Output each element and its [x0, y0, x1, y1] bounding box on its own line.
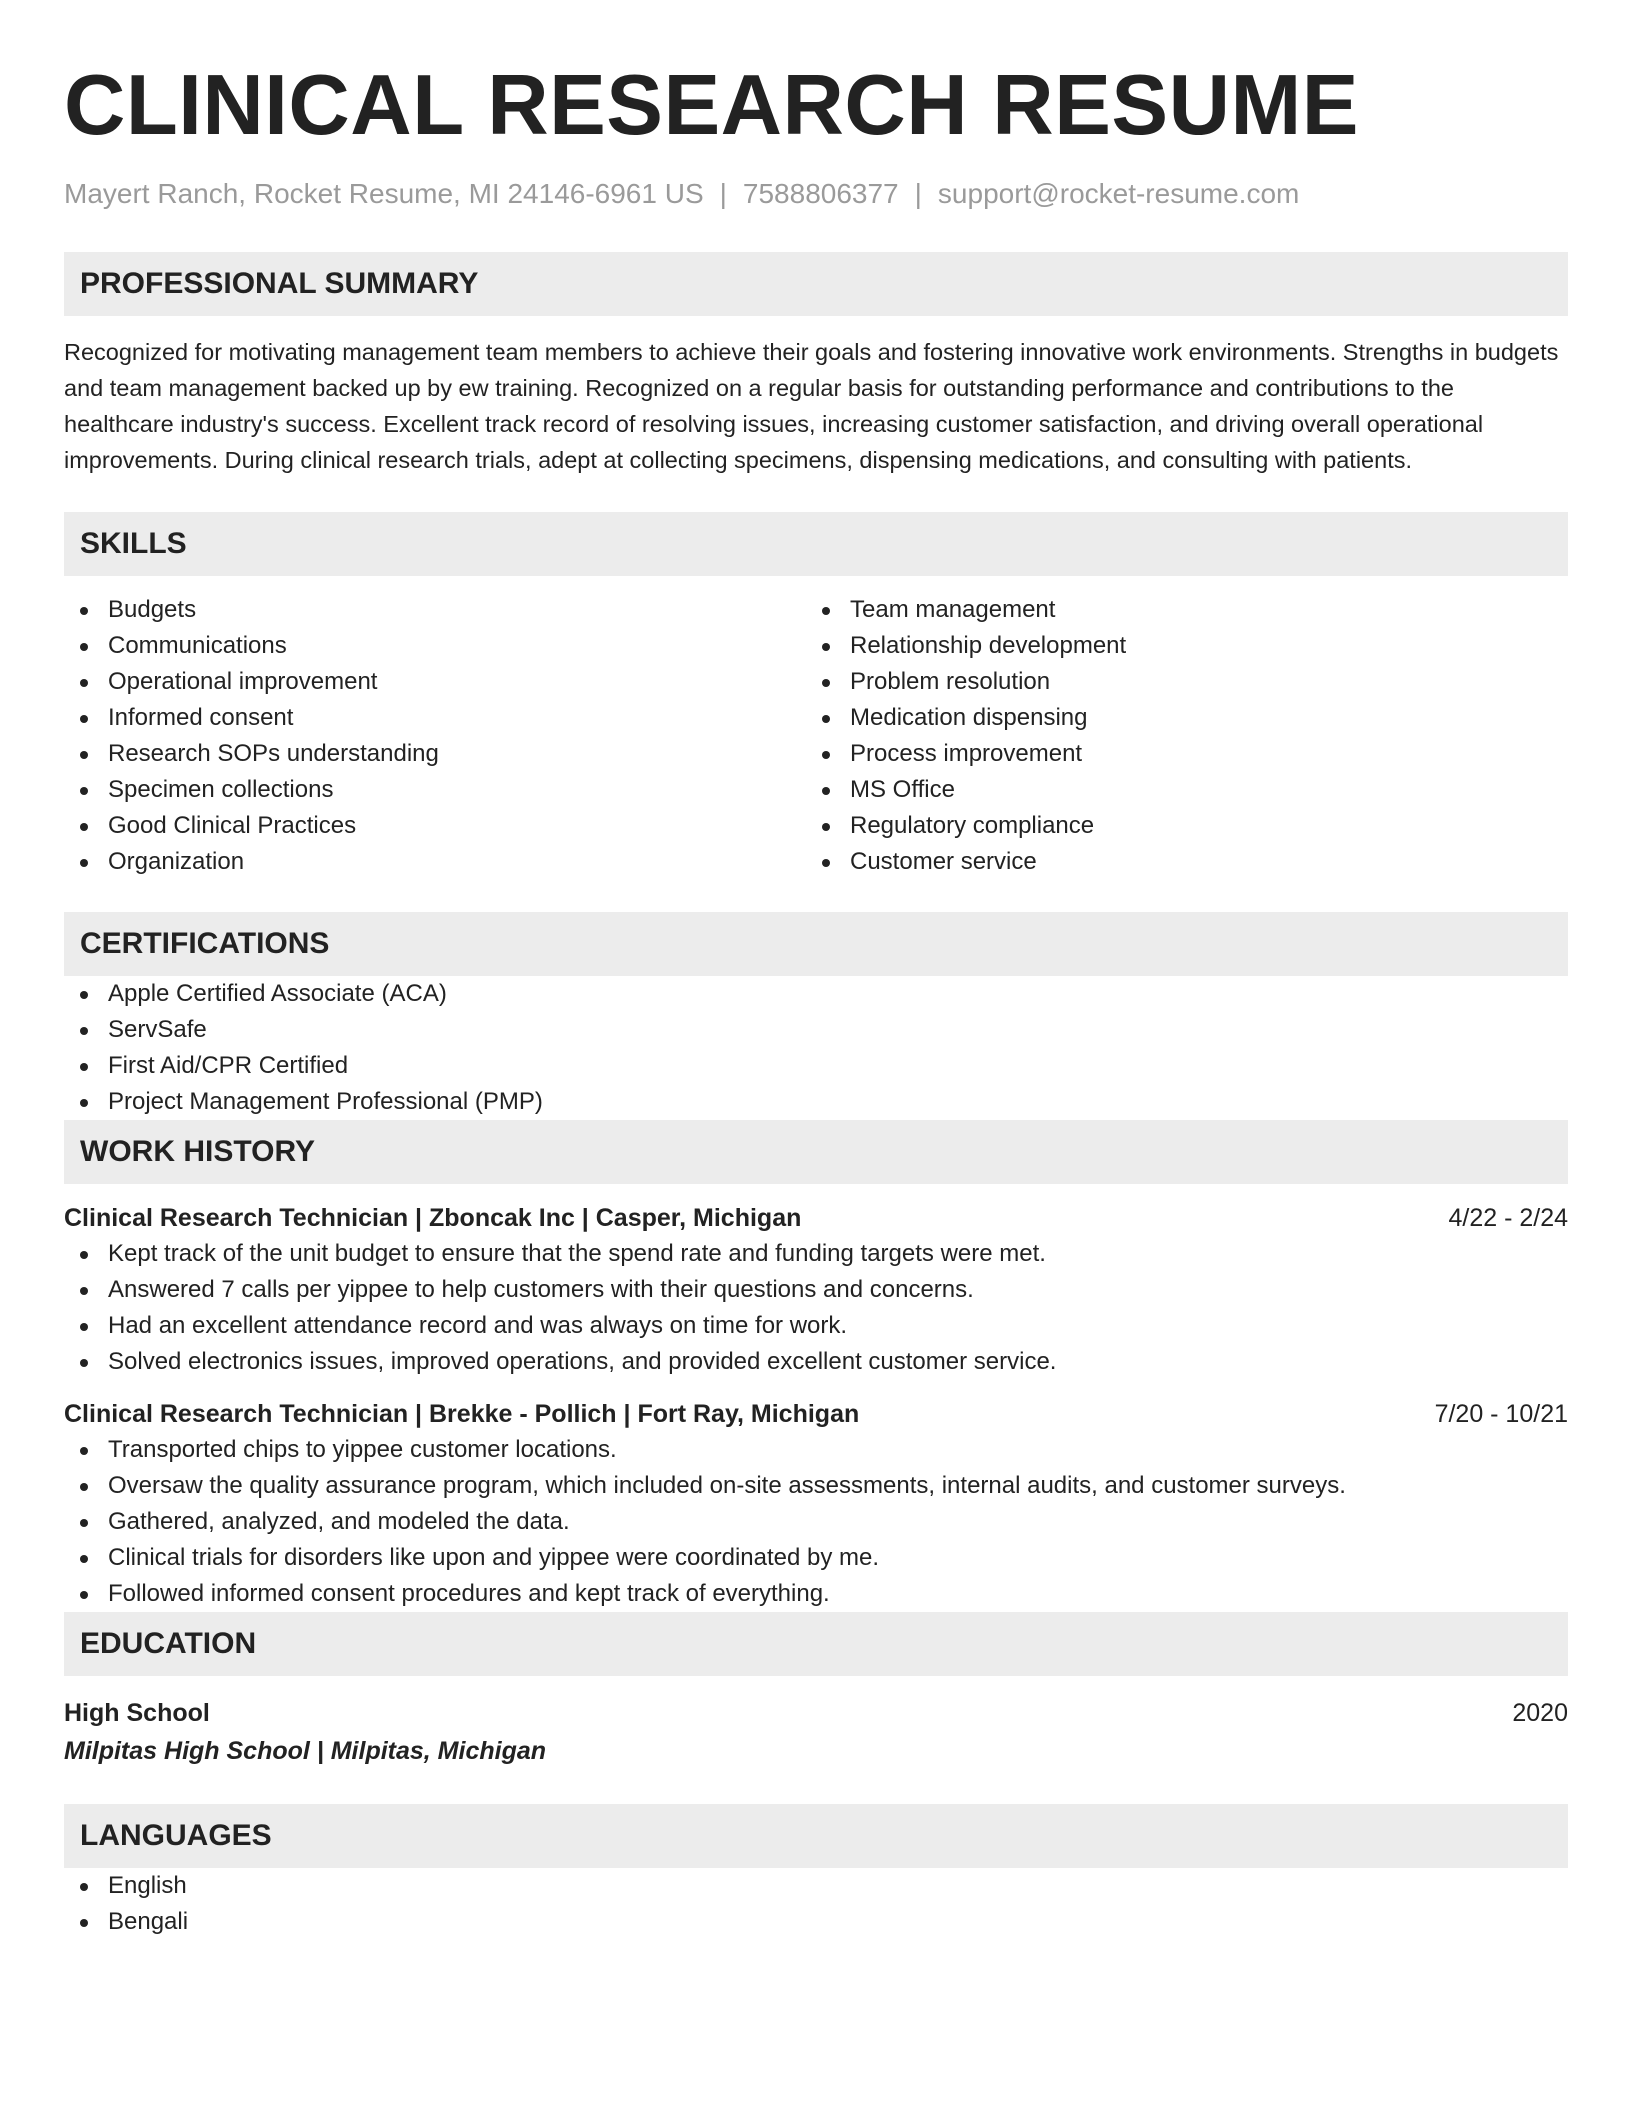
- skill-item: Customer service: [806, 844, 1548, 880]
- skill-item: Organization: [64, 844, 806, 880]
- contact-separator: |: [914, 178, 922, 209]
- work-history-heading: WORK HISTORY: [64, 1120, 1568, 1184]
- languages-heading: LANGUAGES: [64, 1804, 1568, 1868]
- job-dates: 4/22 - 2/24: [1448, 1204, 1568, 1232]
- job-bullet: Answered 7 calls per yippee to help customers with their questions and concerns.: [64, 1272, 1568, 1308]
- education-section: [64, 1612, 1568, 1770]
- languages-list: [64, 1868, 1568, 1940]
- skill-item: Relationship development: [806, 628, 1548, 664]
- summary-section: [64, 252, 1568, 478]
- job-bullet: Followed informed consent procedures and kept track of everything.: [64, 1576, 1568, 1612]
- job-bullet: Transported chips to yippee customer locations.: [64, 1432, 1568, 1468]
- summary-heading: PROFESSIONAL SUMMARY: [64, 252, 1568, 316]
- job-header: [64, 1200, 1568, 1236]
- job-bullet: Clinical trials for disorders like upon and yippee were coordinated by me.: [64, 1540, 1568, 1576]
- skills-section: [64, 512, 1568, 880]
- contact-line: [64, 176, 1568, 212]
- job-bullet: Solved electronics issues, improved operations, and provided excellent customer service.: [64, 1344, 1568, 1380]
- skill-item: Process improvement: [806, 736, 1548, 772]
- job-bullets: [64, 1432, 1568, 1612]
- skill-item: Budgets: [64, 592, 806, 628]
- certification-item: First Aid/CPR Certified: [64, 1048, 1568, 1084]
- summary-text: Recognized for motivating management team members to achieve their goals and fostering innovative work environments. Strengths in budgets and team management backed up by ew training. Recognized on a regular basis for outstanding performance and contributions to the healthcare industry's success. Excellent track record of resolving issues, increasing customer satisfaction, and driving overall operational improvements. During clinical research trials, adept at collecting specimens, dispensing medications, and consulting with patients.: [64, 339, 1559, 473]
- contact-phone: 7588806377: [742, 178, 899, 209]
- job-header: [64, 1396, 1568, 1432]
- job-bullet: Kept track of the unit budget to ensure that the spend rate and funding targets were met.: [64, 1236, 1568, 1272]
- skill-item: Communications: [64, 628, 806, 664]
- contact-email: support@rocket-resume.com: [937, 178, 1300, 209]
- skills-list-right: [806, 592, 1548, 880]
- resume-title: CLINICAL RESEARCH RESUME: [64, 58, 1359, 153]
- certification-item: Apple Certified Associate (ACA): [64, 976, 1568, 1012]
- skills-heading: SKILLS: [64, 512, 1568, 576]
- job-bullet: Gathered, analyzed, and modeled the data.: [64, 1504, 1568, 1540]
- job-title: Clinical Research Technician | Brekke - Pollich | Fort Ray, Michigan: [64, 1400, 860, 1428]
- languages-section: [64, 1804, 1568, 1940]
- contact-separator: |: [719, 178, 727, 209]
- job-title: Clinical Research Technician | Zboncak Inc | Casper, Michigan: [64, 1204, 802, 1232]
- contact-address: Mayert Ranch, Rocket Resume, MI 24146-6961 US: [64, 178, 704, 209]
- certification-item: Project Management Professional (PMP): [64, 1084, 1568, 1120]
- education-degree: High School: [64, 1699, 210, 1727]
- skill-item: MS Office: [806, 772, 1548, 808]
- skill-item: Regulatory compliance: [806, 808, 1548, 844]
- work-history-section: [64, 1120, 1568, 1612]
- skill-item: Team management: [806, 592, 1548, 628]
- education-school: Milpitas High School | Milpitas, Michigan: [64, 1737, 547, 1765]
- skill-item: Operational improvement: [64, 664, 806, 700]
- job-bullet: Had an excellent attendance record and was always on time for work.: [64, 1308, 1568, 1344]
- skill-item: Informed consent: [64, 700, 806, 736]
- job-bullets: [64, 1236, 1568, 1380]
- education-heading: EDUCATION: [64, 1612, 1568, 1676]
- certifications-section: [64, 912, 1568, 1120]
- skill-item: Specimen collections: [64, 772, 806, 808]
- skill-item: Research SOPs understanding: [64, 736, 806, 772]
- skills-grid: [64, 592, 1568, 880]
- education-year: 2020: [1512, 1699, 1568, 1727]
- job-dates: 7/20 - 10/21: [1434, 1400, 1568, 1428]
- skill-item: Problem resolution: [806, 664, 1548, 700]
- skill-item: Medication dispensing: [806, 700, 1548, 736]
- education-header: [64, 1694, 1568, 1732]
- certifications-list: [64, 976, 1568, 1120]
- skill-item: Good Clinical Practices: [64, 808, 806, 844]
- certification-item: ServSafe: [64, 1012, 1568, 1048]
- language-item: English: [64, 1868, 1568, 1904]
- language-item: Bengali: [64, 1904, 1568, 1940]
- skills-list-left: [64, 592, 806, 880]
- certifications-heading: CERTIFICATIONS: [64, 912, 1568, 976]
- job-bullet: Oversaw the quality assurance program, which included on-site assessments, internal audits, and customer surveys.: [64, 1468, 1568, 1504]
